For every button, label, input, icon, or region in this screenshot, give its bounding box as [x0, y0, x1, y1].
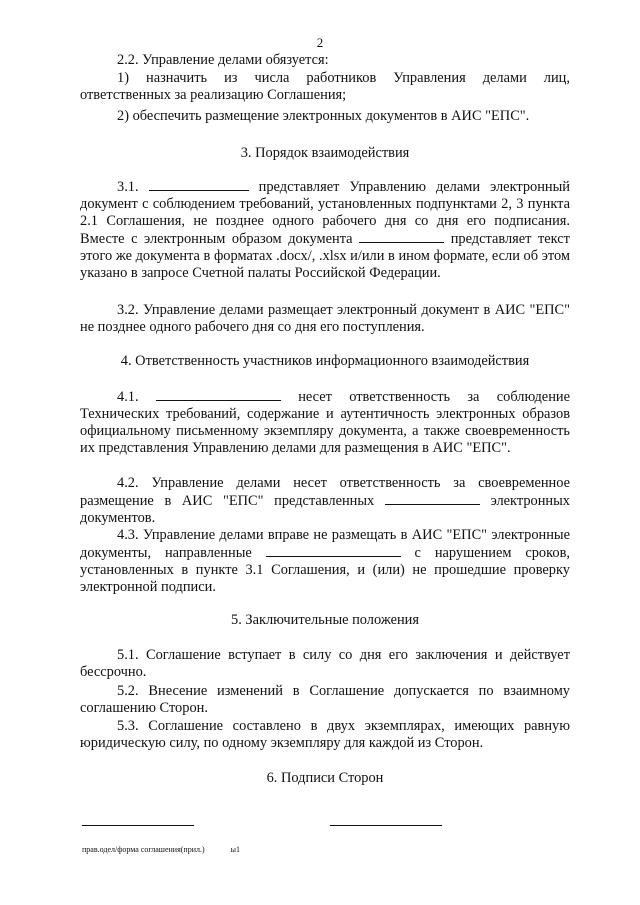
- clause-4-1-text: несет ответственность за соблюдение Технических требований, содержание и аутентичность электронных образов официальному письменному экземпляру документа, а также своевременность их представления Управлению делами для размещения в АИС "ЕПС".: [80, 389, 570, 456]
- signature-line-left: [82, 825, 194, 826]
- clause-5-1: 5.1. Соглашение вступает в силу со дня его заключения и действует бессрочно.: [80, 647, 570, 680]
- clause-4-1-number: 4.1.: [117, 389, 139, 405]
- section-5-heading: 5. Заключительные положения: [231, 612, 419, 628]
- clause-4-2-text-a: 4.2. Управление делами несет ответственность за своевременное размещение в АИС "ЕПС" представленных: [80, 475, 570, 509]
- clause-5-2: 5.2. Внесение изменений в Соглашение допускается по взаимному соглашению Сторон.: [80, 683, 570, 716]
- blank-field: [149, 178, 249, 191]
- clause-4-3: [80, 527, 570, 596]
- clause-5-3: 5.3. Соглашение составлено в двух экземплярах, имеющих равную юридическую силу, по одному экземпляру для каждой из Сторон.: [80, 718, 570, 751]
- blank-field: [266, 544, 401, 557]
- blank-field: [156, 388, 281, 401]
- clause-3-1-number: 3.1.: [117, 179, 139, 195]
- footer-note: [82, 845, 240, 854]
- clause-2-2-item-1: 1) назначить из числа работников Управления делами лиц, ответственных за реализацию Соглашения;: [80, 70, 570, 103]
- clause-2-2-intro: 2.2. Управление делами обязуется:: [117, 52, 329, 68]
- footer-code: ы1: [230, 845, 241, 854]
- section-3-heading: 3. Порядок взаимодействия: [240, 145, 410, 161]
- clause-3-1-text-a: представляет Управлению делами электронный документ с соблюдением требований, установленных подпунктами 2, 3 пункта 2.1 Соглашения, не позднее одного рабочего дня со дня его подписания. Вместе с электронным образом документа: [80, 179, 570, 247]
- signature-line-right: [330, 825, 442, 826]
- clause-4-2: [80, 475, 570, 527]
- clause-3-2: 3.2. Управление делами размещает электронный документ в АИС "ЕПС" не позднее одного рабочего дня со дня его поступления.: [80, 302, 570, 335]
- clause-4-2-text-b: электронных документов.: [80, 493, 570, 526]
- clause-4-3-text-a: 4.3. Управление делами вправе не размещать в АИС "ЕПС" электронные документы, направленные: [80, 527, 570, 561]
- footer-path: прав.одел/форма соглашения(прил.): [82, 845, 205, 854]
- section-4-heading: 4. Ответственность участников информационного взаимодействия: [120, 353, 530, 369]
- blank-field: [385, 492, 480, 505]
- clause-4-3-text-b: с нарушением сроков, установленных в пункте 3.1 Соглашения, и (или) не прошедшие проверку электронной подписи.: [80, 545, 570, 595]
- clause-3-1-text-b: представляет текст этого же документа в форматах .docx/, .xlsx и/или в ином формате, если об этом указано в запросе Счетной палаты Российской Федерации.: [80, 231, 570, 281]
- page-number: 2: [316, 35, 324, 50]
- clause-2-2-item-2: 2) обеспечить размещение электронных документов в АИС "ЕПС".: [117, 108, 530, 124]
- blank-field: [359, 230, 444, 243]
- clause-3-1: [80, 178, 570, 282]
- clause-4-1: [80, 388, 570, 457]
- section-6-heading: 6. Подписи Сторон: [266, 770, 384, 786]
